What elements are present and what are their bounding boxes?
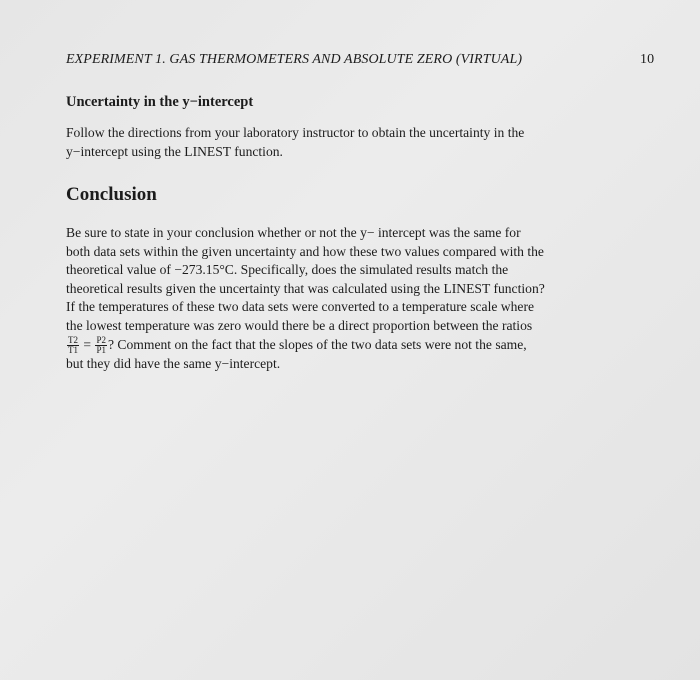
page-number: 10	[640, 52, 655, 67]
temperature-ratio	[67, 336, 79, 355]
section-heading-conclusion: Conclusion	[66, 184, 157, 205]
ratio-denominator-t1: T1	[68, 344, 78, 355]
paragraph-line: Be sure to state in your conclusion whether or not the y− intercept was the same for	[66, 225, 521, 240]
paragraph-line: Follow the directions from your laboratory instructor to obtain the uncertainty in the	[66, 125, 525, 140]
uncertainty-paragraph	[66, 124, 656, 161]
paragraph-line: theoretical value of −273.15°C. Specifically, does the simulated results match the	[66, 262, 509, 278]
paragraph-line: but they did have the same y−intercept.	[66, 355, 281, 371]
running-header	[66, 52, 666, 68]
conclusion-paragraph	[66, 224, 656, 374]
ratio-numerator-p2: P2	[96, 334, 106, 345]
equals-sign: =	[83, 336, 92, 352]
paragraph-line: y−intercept using the LINEST function.	[66, 143, 283, 159]
ratio-numerator-t2: T2	[68, 334, 78, 345]
formula-trailing-text: ? Comment on the fact that the slopes of the two data sets were not the same,	[108, 336, 527, 352]
ratio-denominator-p1: P1	[96, 344, 106, 355]
formula-line	[66, 336, 656, 355]
paragraph-line: both data sets within the given uncertainty and how these two values compared with the	[66, 243, 544, 259]
paragraph-line: the lowest temperature was zero would there be a direct proportion between the ratios	[66, 317, 533, 333]
pressure-ratio	[95, 336, 107, 355]
section-heading-uncertainty: Uncertainty in the y−intercept	[66, 94, 254, 110]
running-title: EXPERIMENT 1. GAS THERMOMETERS AND ABSOLUTE ZERO (VIRTUAL)	[66, 52, 523, 67]
paragraph-line: theoretical results given the uncertainty that was calculated using the LINEST function?	[66, 280, 545, 296]
paragraph-line: If the temperatures of these two data sets were converted to a temperature scale where	[66, 299, 535, 315]
